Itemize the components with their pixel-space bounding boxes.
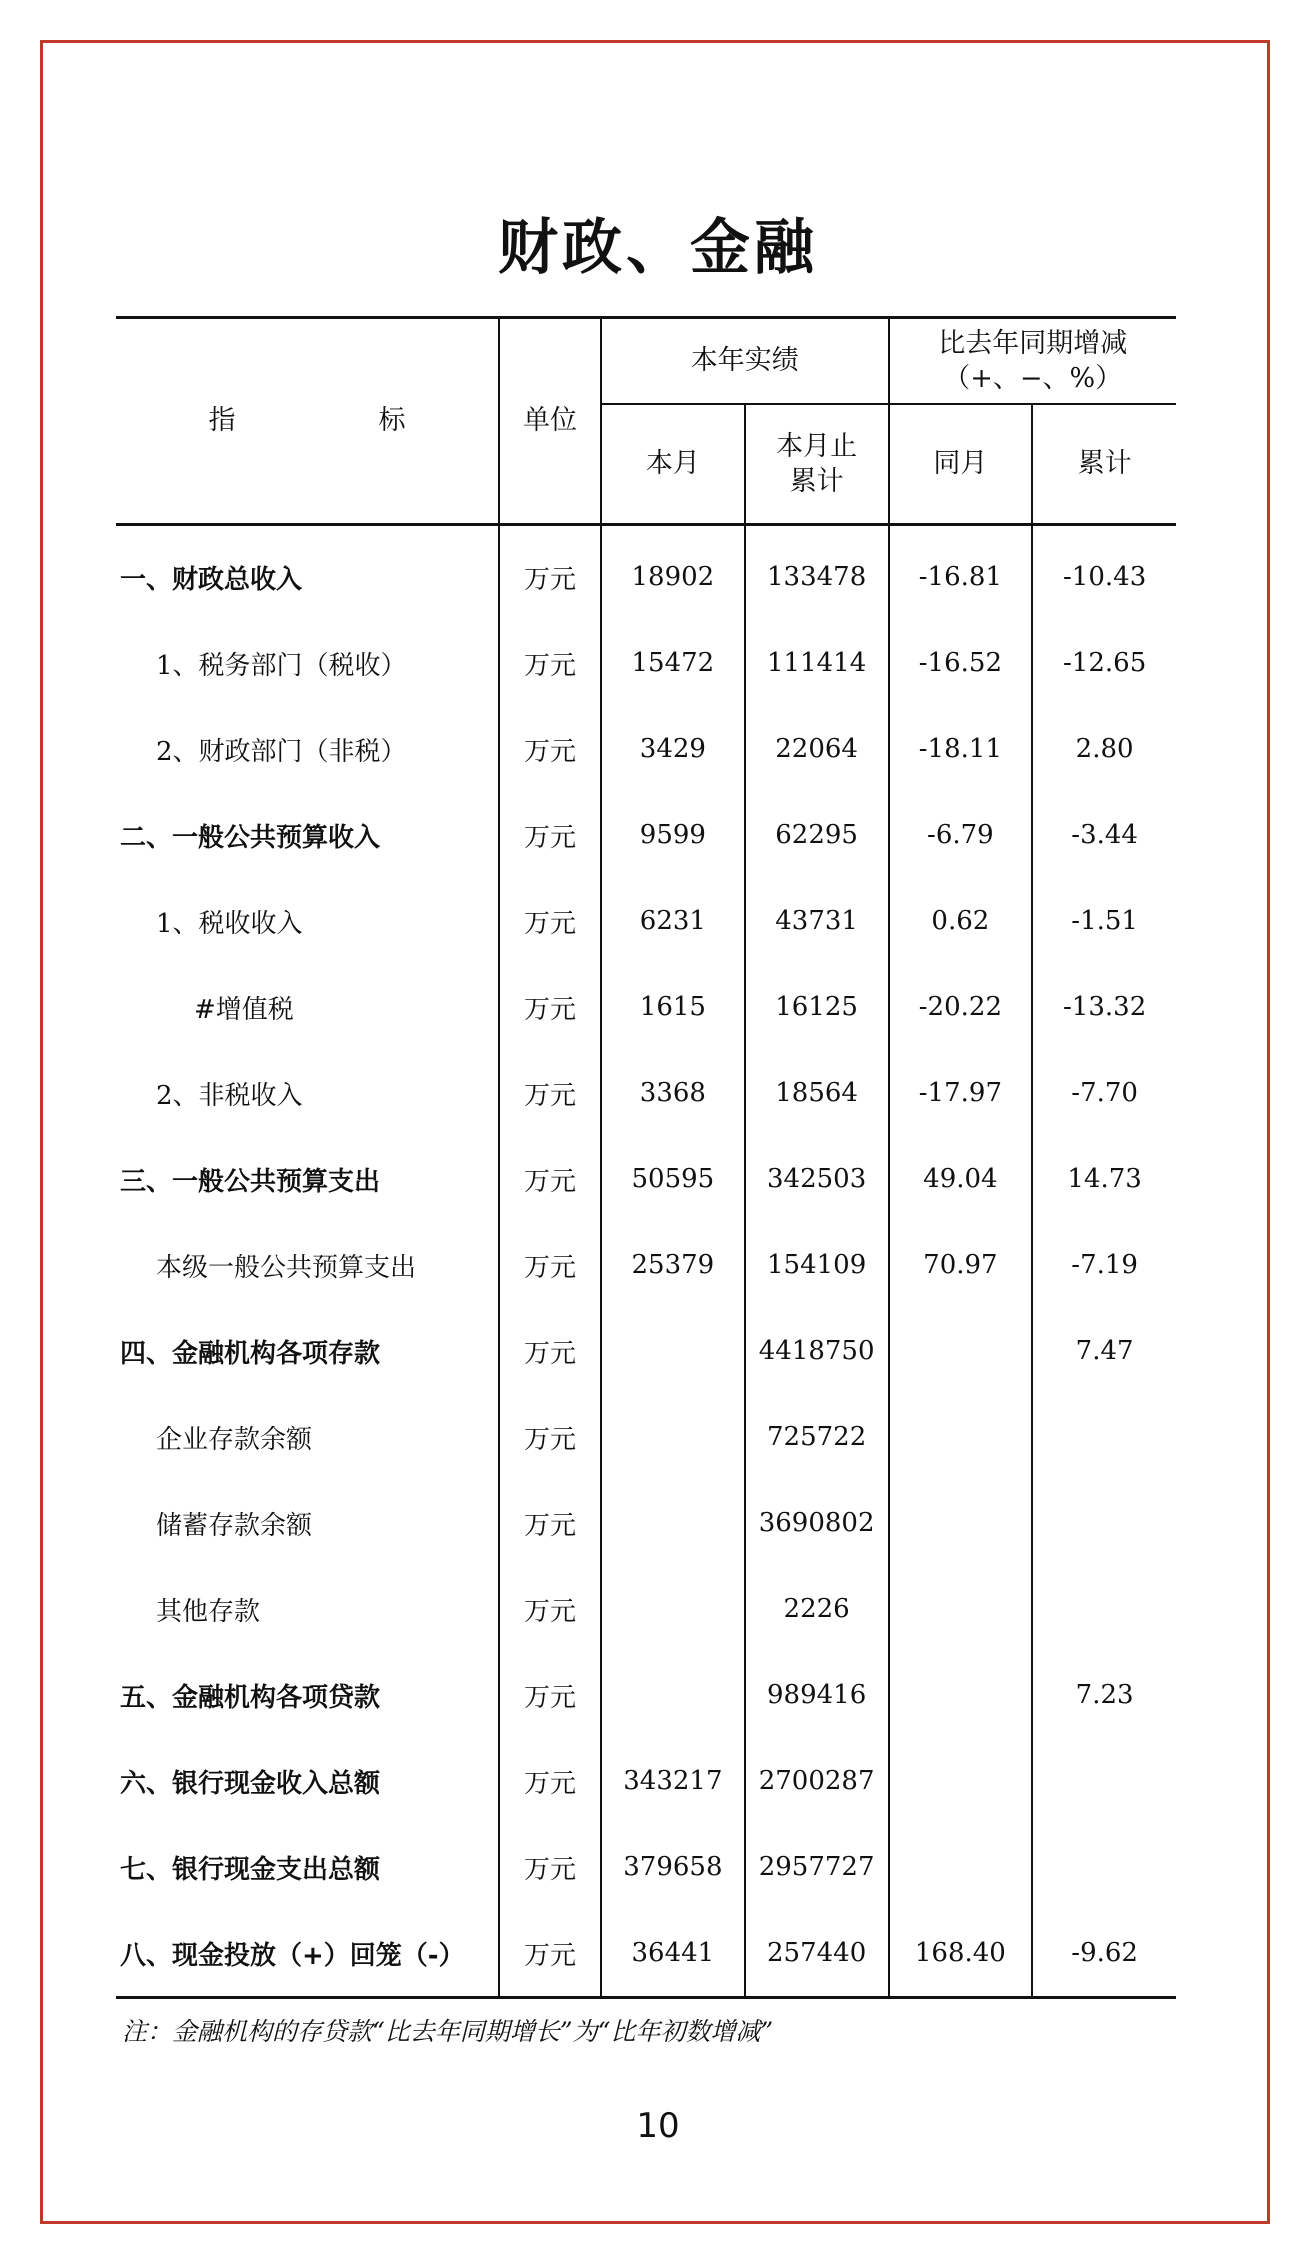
- table-row: [116, 1652, 1176, 1738]
- table-row: [116, 1566, 1176, 1652]
- row-yoy-month: 168.40: [889, 1910, 1033, 1998]
- row-ytd: 16125: [745, 964, 889, 1050]
- table-row: [116, 1394, 1176, 1480]
- row-yoy-month: -16.52: [889, 620, 1033, 706]
- table-row: [116, 620, 1176, 706]
- row-indicator: 1、税务部门（税收）: [156, 650, 407, 681]
- row-month: 379658: [601, 1824, 745, 1910]
- row-unit: 万元: [499, 1824, 601, 1910]
- row-month: 18902: [601, 525, 745, 621]
- row-unit: 万元: [499, 1394, 601, 1480]
- row-yoy-month: -18.11: [889, 706, 1033, 792]
- row-yoy-month: [889, 1308, 1033, 1394]
- header-unit: 单位: [499, 318, 601, 525]
- page-title: 财政、金融: [498, 213, 818, 283]
- row-indicator: 1、税收收入: [156, 908, 303, 939]
- row-month: 25379: [601, 1222, 745, 1308]
- row-yoy-ytd: -7.19: [1032, 1222, 1176, 1308]
- header-this-year: 本年实绩: [601, 318, 889, 405]
- row-unit: 万元: [499, 1566, 601, 1652]
- row-ytd: 22064: [745, 706, 889, 792]
- row-yoy-ytd: -1.51: [1032, 878, 1176, 964]
- row-ytd: 4418750: [745, 1308, 889, 1394]
- row-ytd: 257440: [745, 1910, 889, 1998]
- table-row: [116, 1910, 1176, 1998]
- row-indicator: #增值税: [194, 994, 294, 1025]
- table-row: [116, 1136, 1176, 1222]
- row-yoy-ytd: -3.44: [1032, 792, 1176, 878]
- row-indicator: 七、银行现金支出总额: [120, 1854, 381, 1885]
- row-yoy-month: -16.81: [889, 525, 1033, 621]
- row-ytd: 43731: [745, 878, 889, 964]
- finance-table: [116, 316, 1176, 1999]
- row-yoy-ytd: -10.43: [1032, 525, 1176, 621]
- table-row: [116, 1738, 1176, 1824]
- row-ytd: 3690802: [745, 1480, 889, 1566]
- row-unit: 万元: [499, 620, 601, 706]
- row-unit: 万元: [499, 1222, 601, 1308]
- header-month: 本月: [601, 404, 745, 525]
- table-row: [116, 1050, 1176, 1136]
- row-indicator: 2、财政部门（非税）: [156, 736, 407, 767]
- row-month: 36441: [601, 1910, 745, 1998]
- table-row: [116, 1824, 1176, 1910]
- row-month: 6231: [601, 878, 745, 964]
- header-indicator: 指 标: [116, 318, 499, 525]
- row-ytd: 342503: [745, 1136, 889, 1222]
- row-ytd: 111414: [745, 620, 889, 706]
- row-yoy-month: [889, 1394, 1033, 1480]
- table-row: [116, 1308, 1176, 1394]
- row-month: 1615: [601, 964, 745, 1050]
- row-yoy-month: [889, 1652, 1033, 1738]
- row-unit: 万元: [499, 525, 601, 621]
- row-ytd: 18564: [745, 1050, 889, 1136]
- row-indicator: 一、财政总收入: [120, 564, 303, 595]
- table-row: [116, 706, 1176, 792]
- row-unit: 万元: [499, 878, 601, 964]
- header-yoy-month: 同月: [889, 404, 1033, 525]
- row-ytd: 725722: [745, 1394, 889, 1480]
- row-ytd: 2957727: [745, 1824, 889, 1910]
- row-ytd: 133478: [745, 525, 889, 621]
- row-unit: 万元: [499, 1652, 601, 1738]
- row-month: [601, 1480, 745, 1566]
- row-unit: 万元: [499, 792, 601, 878]
- row-unit: 万元: [499, 964, 601, 1050]
- table-row: [116, 878, 1176, 964]
- row-ytd: 989416: [745, 1652, 889, 1738]
- row-indicator: 五、金融机构各项贷款: [120, 1682, 381, 1713]
- row-yoy-month: -20.22: [889, 964, 1033, 1050]
- row-yoy-month: -6.79: [889, 792, 1033, 878]
- row-yoy-month: [889, 1566, 1033, 1652]
- header-yoy-ytd: 累计: [1032, 404, 1176, 525]
- table-row: [116, 525, 1176, 621]
- row-yoy-ytd: [1032, 1566, 1176, 1652]
- header-compare: 比去年同期增减（+、−、%）: [889, 318, 1177, 405]
- row-yoy-ytd: -13.32: [1032, 964, 1176, 1050]
- row-yoy-ytd: -7.70: [1032, 1050, 1176, 1136]
- row-month: 50595: [601, 1136, 745, 1222]
- row-indicator: 八、现金投放（+）回笼（-）: [116, 1910, 499, 1998]
- row-yoy-month: [889, 1738, 1033, 1824]
- row-yoy-ytd: 14.73: [1032, 1136, 1176, 1222]
- row-unit: 万元: [499, 1136, 601, 1222]
- row-yoy-ytd: [1032, 1394, 1176, 1480]
- header-ytd: 本月止累计: [745, 404, 889, 525]
- row-indicator: 其他存款: [156, 1596, 261, 1627]
- row-unit: 万元: [499, 1050, 601, 1136]
- row-ytd: 2700287: [745, 1738, 889, 1824]
- table-row: [116, 1480, 1176, 1566]
- row-yoy-ytd: 7.23: [1032, 1652, 1176, 1738]
- row-indicator: 2、非税收入: [156, 1080, 303, 1111]
- row-indicator: 三、一般公共预算支出: [120, 1166, 381, 1197]
- row-month: 3429: [601, 706, 745, 792]
- row-indicator: 企业存款余额: [156, 1424, 313, 1455]
- row-yoy-month: 70.97: [889, 1222, 1033, 1308]
- row-month: 9599: [601, 792, 745, 878]
- row-month: [601, 1652, 745, 1738]
- row-ytd: 62295: [745, 792, 889, 878]
- row-yoy-month: 0.62: [889, 878, 1033, 964]
- row-indicator: 四、金融机构各项存款: [120, 1338, 381, 1369]
- row-indicator: 六、银行现金收入总额: [120, 1768, 381, 1799]
- table-row: [116, 964, 1176, 1050]
- row-yoy-ytd: 2.80: [1032, 706, 1176, 792]
- row-yoy-ytd: [1032, 1738, 1176, 1824]
- row-month: [601, 1308, 745, 1394]
- table-row: [116, 792, 1176, 878]
- row-yoy-ytd: 7.47: [1032, 1308, 1176, 1394]
- table-row: [116, 1222, 1176, 1308]
- row-yoy-ytd: [1032, 1480, 1176, 1566]
- row-yoy-month: [889, 1480, 1033, 1566]
- row-yoy-ytd: -12.65: [1032, 620, 1176, 706]
- row-ytd: 154109: [745, 1222, 889, 1308]
- row-yoy-month: [889, 1824, 1033, 1910]
- row-indicator: 储蓄存款余额: [156, 1510, 313, 1541]
- row-indicator: 二、一般公共预算收入: [120, 822, 381, 853]
- row-month: 15472: [601, 620, 745, 706]
- row-unit: 万元: [499, 1910, 601, 1998]
- row-yoy-ytd: -9.62: [1032, 1910, 1176, 1998]
- row-ytd: 2226: [745, 1566, 889, 1652]
- row-month: [601, 1394, 745, 1480]
- page-number: 10: [636, 2106, 680, 2146]
- row-yoy-month: 49.04: [889, 1136, 1033, 1222]
- row-indicator: 本级一般公共预算支出: [156, 1252, 417, 1283]
- row-month: 3368: [601, 1050, 745, 1136]
- row-month: 343217: [601, 1738, 745, 1824]
- row-unit: 万元: [499, 1308, 601, 1394]
- row-unit: 万元: [499, 1480, 601, 1566]
- row-yoy-ytd: [1032, 1824, 1176, 1910]
- row-unit: 万元: [499, 1738, 601, 1824]
- row-month: [601, 1566, 745, 1652]
- row-yoy-month: -17.97: [889, 1050, 1033, 1136]
- row-unit: 万元: [499, 706, 601, 792]
- footnote: 注：金融机构的存贷款“比去年同期增长”为“比年初数增减”: [122, 2017, 774, 2046]
